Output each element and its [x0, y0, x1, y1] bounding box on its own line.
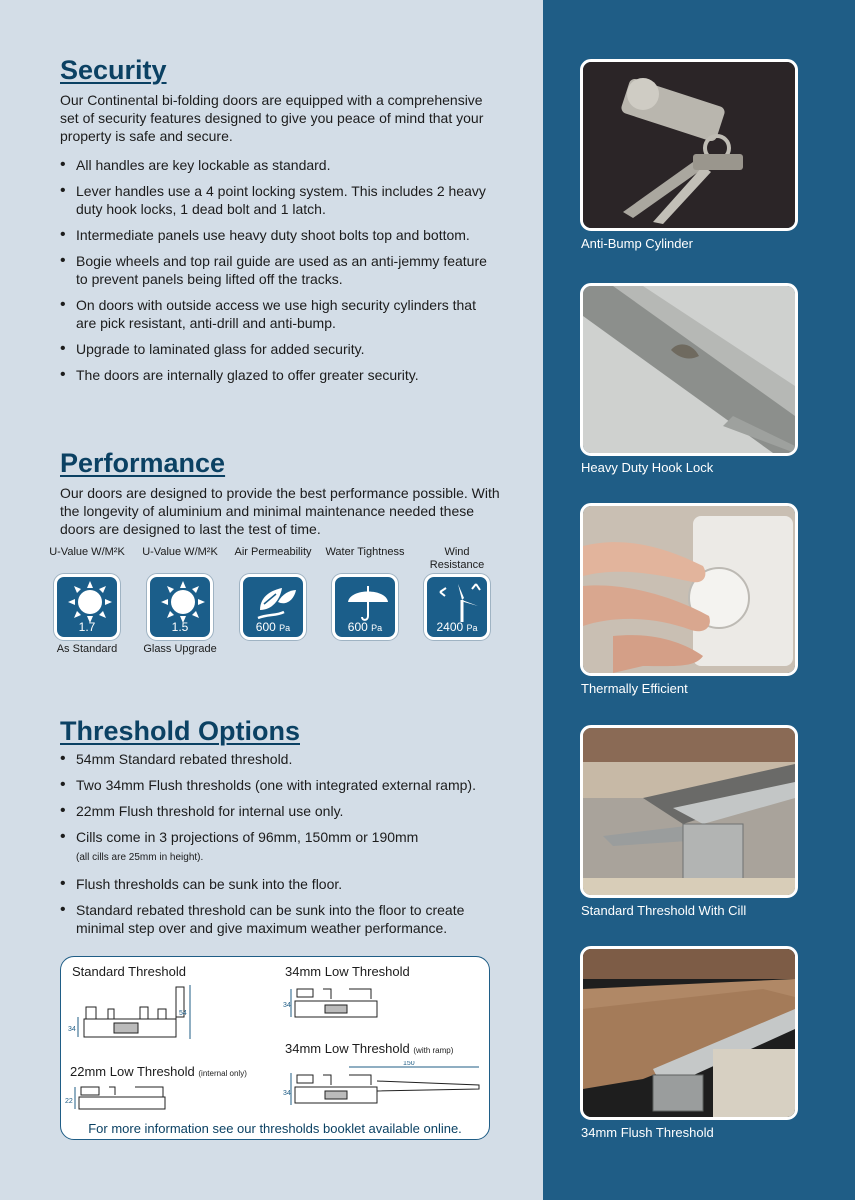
- list-item: • All handles are key lockable as standard.: [60, 156, 500, 174]
- list-item: • Upgrade to laminated glass for added security.: [60, 340, 500, 358]
- wind-value: 2400: [436, 620, 464, 634]
- hook-lock-photo: [580, 283, 798, 456]
- standard-threshold-diagram: [66, 981, 196, 1051]
- u-value: 1.7: [78, 620, 96, 634]
- security-intro: Our Continental bi-folding doors are equipped with a comprehensive set of security features designed to give you peace of mind that your property is safe and secure.: [60, 92, 484, 144]
- diagram-title-34mm: 34mm Low Threshold: [285, 964, 410, 979]
- list-item: • 22mm Flush threshold for internal use only.: [60, 802, 500, 820]
- umbrella-icon: [344, 580, 392, 624]
- photo-caption: Anti-Bump Cylinder: [581, 236, 693, 251]
- svg-text:34: 34: [283, 1002, 291, 1009]
- water-value: 600: [347, 620, 368, 634]
- performance-item: U-Value W/M²K 1.5 Glass Upgrade: [142, 546, 218, 655]
- diagram-title-22mm: 22mm Low Threshold (internal only): [70, 1064, 247, 1079]
- flush-threshold-photo: [580, 946, 798, 1120]
- sun-icon: [66, 580, 114, 624]
- photo-caption: Standard Threshold With Cill: [581, 903, 747, 918]
- list-item: • Bogie wheels and top rail guide are used as an anti-jemmy feature to prevent panels being lifted off the tracks.: [60, 252, 500, 288]
- low-threshold-34-diagram: [283, 981, 393, 1027]
- list-item: • The doors are internally glazed to offer greater security.: [60, 366, 500, 384]
- performance-item: U-Value W/M²K 1.7 As Standard: [49, 546, 125, 655]
- threshold-diagrams: [60, 956, 490, 1140]
- list-item: • 54mm Standard rebated threshold.: [60, 750, 500, 768]
- list-item: • Two 34mm Flush thresholds (one with integrated external ramp).: [60, 776, 500, 794]
- performance-item: Water Tightness 600 Pa: [325, 546, 405, 640]
- air-leaf-icon: [252, 580, 300, 624]
- performance-item: Air Permeability 600 Pa: [233, 546, 313, 640]
- low-threshold-34-ramp-diagram: [283, 1061, 483, 1117]
- svg-text:34: 34: [283, 1090, 291, 1097]
- list-item: • Cills come in 3 projections of 96mm, 150mm or 190mm (all cills are 25mm in height).: [60, 828, 500, 867]
- thresholds-booklet-note: For more information see our thresholds booklet available online.: [88, 1121, 462, 1136]
- list-item: • Intermediate panels use heavy duty shoot bolts top and bottom.: [60, 226, 500, 244]
- list-item: • Standard rebated threshold can be sunk into the floor to create minimal step over and give maximum weather performance.: [60, 901, 500, 937]
- threshold-list: [60, 750, 500, 945]
- list-item: • On doors with outside access we use high security cylinders that are pick resistant, anti-drill and anti-bump.: [60, 296, 500, 332]
- sun-icon: [159, 580, 207, 624]
- svg-text:22: 22: [65, 1098, 73, 1105]
- photo-caption: Heavy Duty Hook Lock: [581, 460, 714, 475]
- performance-intro: Our doors are designed to provide the best performance possible. With the longevity of aluminium and minimal maintenance needed these doors are designed to last the test of time.: [60, 485, 500, 537]
- svg-text:150: 150: [403, 1061, 415, 1067]
- low-threshold-22-diagram: [65, 1083, 185, 1115]
- security-heading: Security: [60, 55, 167, 85]
- anti-bump-cylinder-photo: [580, 59, 798, 231]
- svg-text:34: 34: [68, 1026, 76, 1033]
- security-list: [60, 156, 500, 392]
- diagram-title-34mm-ramp: 34mm Low Threshold (with ramp): [285, 1041, 454, 1056]
- cill-note: (all cills are 25mm in height).: [76, 852, 204, 863]
- diagram-title-standard: Standard Threshold: [72, 964, 186, 979]
- standard-threshold-cill-photo: [580, 725, 798, 898]
- thermostat-photo: [580, 503, 798, 676]
- list-item: • Lever handles use a 4 point locking system. This includes 2 heavy duty hook locks, 1 dead bolt and 1 latch.: [60, 182, 500, 218]
- performance-item: Wind Resistance 2400 Pa: [417, 546, 497, 640]
- photo-caption: Thermally Efficient: [581, 681, 688, 696]
- performance-heading: Performance: [60, 448, 226, 478]
- photo-caption: 34mm Flush Threshold: [581, 1125, 714, 1140]
- wind-turbine-icon: [436, 580, 484, 624]
- u-value: 1.5: [171, 620, 189, 634]
- list-item: • Flush thresholds can be sunk into the floor.: [60, 875, 500, 893]
- svg-text:54: 54: [179, 1010, 187, 1017]
- threshold-heading: Threshold Options: [60, 716, 300, 746]
- air-value: 600: [255, 620, 276, 634]
